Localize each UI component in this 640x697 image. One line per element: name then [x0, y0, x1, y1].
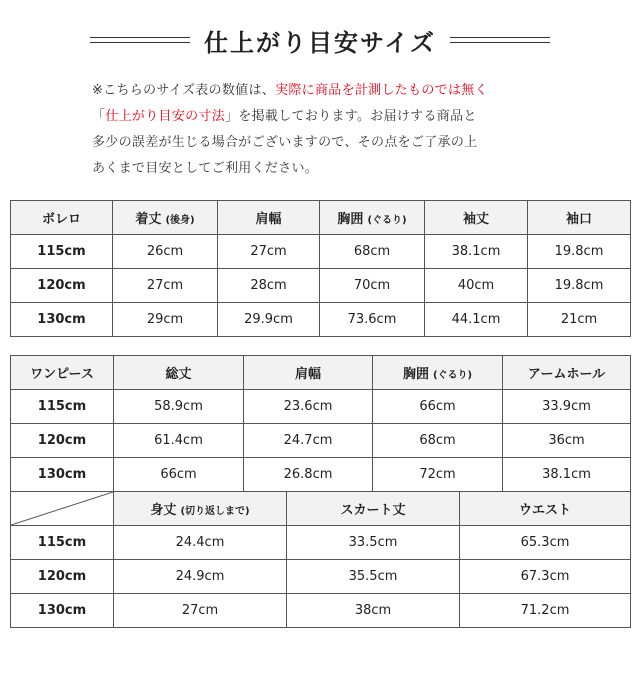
table-header-row	[11, 201, 631, 235]
column-header	[244, 356, 373, 390]
table-cell: 67.3cm	[460, 560, 631, 594]
size-label: 120cm	[11, 269, 113, 303]
notice-line-1	[92, 78, 562, 104]
table-row	[11, 390, 631, 424]
size-label: 115cm	[11, 235, 113, 269]
column-header-label: 袖丈	[462, 212, 489, 227]
table-row	[11, 594, 631, 628]
table-cell: 66cm	[114, 458, 244, 492]
table-cell: 40cm	[425, 269, 528, 303]
column-header-label: 着丈	[135, 212, 162, 227]
column-header-label: ウエスト	[519, 503, 572, 518]
column-header	[114, 356, 244, 390]
column-header-label: 胸囲	[402, 367, 429, 382]
table-row	[11, 560, 631, 594]
column-header	[503, 356, 631, 390]
title-right-rule	[450, 37, 550, 43]
table-cell: 28cm	[218, 269, 320, 303]
column-header	[218, 201, 320, 235]
table-row	[11, 303, 631, 337]
size-label: 130cm	[11, 594, 114, 628]
table-cell: 66cm	[373, 390, 503, 424]
size-label: 130cm	[11, 458, 114, 492]
table-cell: 27cm	[218, 235, 320, 269]
table-cell: 36cm	[503, 424, 631, 458]
table-cell: 38.1cm	[503, 458, 631, 492]
table-cell: 65.3cm	[460, 526, 631, 560]
column-header-label: 肩幅	[255, 212, 282, 227]
table-cell: 23.6cm	[244, 390, 373, 424]
table-header-row	[11, 356, 631, 390]
column-header-label: 肩幅	[295, 367, 322, 382]
column-header-label: 総丈	[165, 367, 192, 382]
table-row	[11, 526, 631, 560]
notice-text: ※こちらのサイズ表の数値は、	[92, 83, 276, 98]
notice-line-4: あくまで目安としてご利用ください。	[92, 161, 319, 176]
size-notice	[92, 78, 562, 182]
size-label: 115cm	[11, 390, 114, 424]
table-cell: 72cm	[373, 458, 503, 492]
size-label: 115cm	[11, 526, 114, 560]
column-header-sub: (ぐるり)	[432, 370, 473, 381]
table-row	[11, 458, 631, 492]
notice-line-3: 多少の誤差が生じる場合がございますので、その点をご了承の上	[92, 135, 478, 150]
table-row	[11, 269, 631, 303]
column-header	[425, 201, 528, 235]
notice-text: 」を掲載しております。お届けする商品と	[225, 109, 477, 124]
column-header	[287, 492, 460, 526]
column-header	[113, 201, 218, 235]
table-cell: 44.1cm	[425, 303, 528, 337]
size-label: 130cm	[11, 303, 113, 337]
column-header	[528, 201, 631, 235]
page-title: 仕上がり目安サイズ	[203, 28, 437, 57]
table-cell: 26.8cm	[244, 458, 373, 492]
table-cell: 73.6cm	[320, 303, 425, 337]
bolero-size-table	[10, 200, 631, 337]
table-cell: 24.7cm	[244, 424, 373, 458]
table-cell: 38cm	[287, 594, 460, 628]
table-cell: 68cm	[320, 235, 425, 269]
table-row	[11, 235, 631, 269]
table-header-row	[11, 492, 631, 526]
table-name-cell: ワンピース	[11, 356, 114, 390]
size-label: 120cm	[11, 424, 114, 458]
notice-highlight: 実際に商品を計測したものでは無く	[275, 83, 488, 98]
column-header-label: 胸囲	[337, 212, 364, 227]
column-header-sub: (後身)	[165, 215, 195, 226]
table-name-cell: ボレロ	[11, 201, 113, 235]
table-row	[11, 424, 631, 458]
column-header	[114, 492, 287, 526]
column-header	[460, 492, 631, 526]
column-header-sub: (切り返しまで)	[180, 506, 250, 517]
column-header-label: スカート丈	[340, 503, 406, 518]
table-cell: 21cm	[528, 303, 631, 337]
table-cell: 26cm	[113, 235, 218, 269]
table-cell: 27cm	[114, 594, 287, 628]
table-cell: 29.9cm	[218, 303, 320, 337]
diagonal-line	[11, 492, 113, 525]
column-header-sub: (ぐるり)	[367, 215, 407, 226]
table-cell: 19.8cm	[528, 269, 631, 303]
column-header-label: 身丈	[150, 503, 177, 518]
table-cell: 24.9cm	[114, 560, 287, 594]
column-header	[373, 356, 503, 390]
size-label: 120cm	[11, 560, 114, 594]
notice-highlight: 仕上がり目安の寸法	[105, 109, 226, 124]
onepiece-size-table	[10, 355, 631, 628]
table-cell: 33.9cm	[503, 390, 631, 424]
table-cell: 19.8cm	[528, 235, 631, 269]
notice-text: 「	[92, 109, 106, 124]
diagonal-corner-cell	[11, 492, 114, 526]
title-left-rule	[90, 37, 190, 43]
notice-line-2	[92, 104, 562, 130]
title-row	[0, 20, 640, 60]
table-cell: 33.5cm	[287, 526, 460, 560]
table-cell: 61.4cm	[114, 424, 244, 458]
table-cell: 70cm	[320, 269, 425, 303]
column-header	[320, 201, 425, 235]
table-cell: 58.9cm	[114, 390, 244, 424]
table-cell: 27cm	[113, 269, 218, 303]
table-cell: 71.2cm	[460, 594, 631, 628]
table-cell: 29cm	[113, 303, 218, 337]
table-cell: 38.1cm	[425, 235, 528, 269]
column-header-label: 袖口	[565, 212, 592, 227]
table-cell: 68cm	[373, 424, 503, 458]
column-header-label: アームホール	[527, 367, 606, 382]
table-cell: 35.5cm	[287, 560, 460, 594]
table-cell: 24.4cm	[114, 526, 287, 560]
